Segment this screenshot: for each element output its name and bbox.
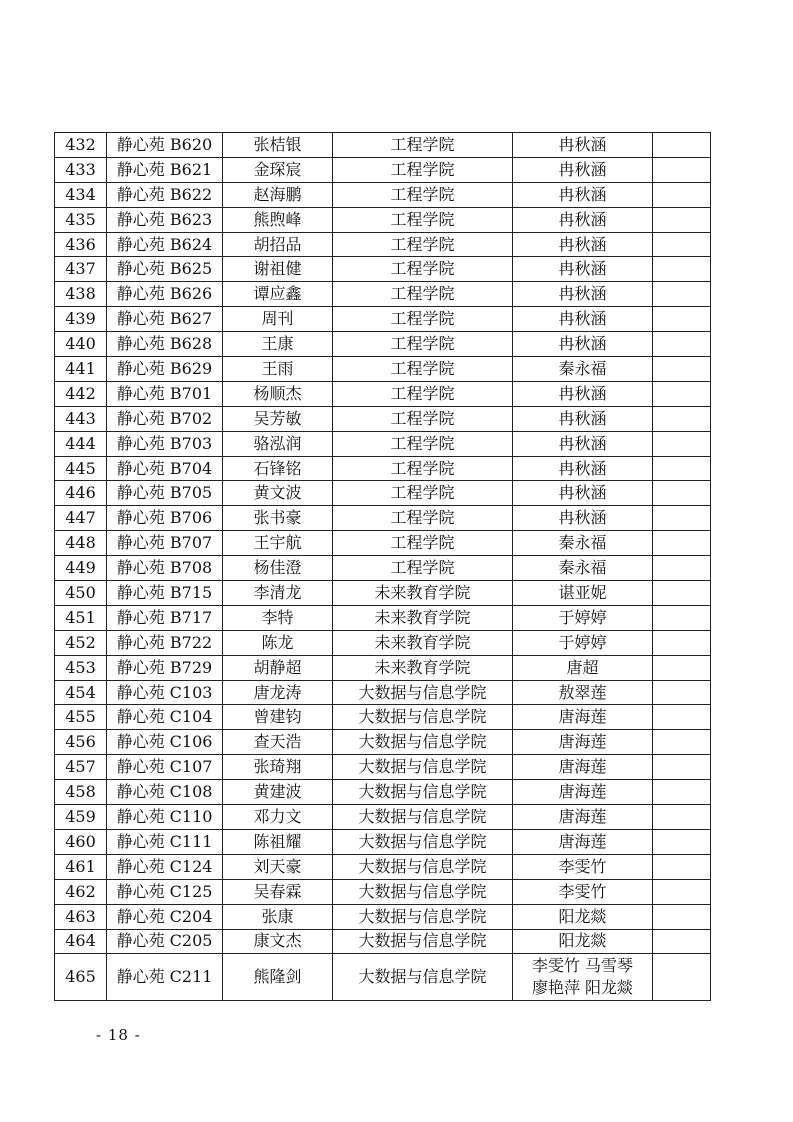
table-row xyxy=(55,133,711,158)
cell-room: 静心苑 B717 xyxy=(107,605,223,630)
cell-name: 熊煦峰 xyxy=(223,207,333,232)
cell-number: 449 xyxy=(55,556,107,581)
cell-name: 唐龙涛 xyxy=(223,680,333,705)
table-row xyxy=(55,282,711,307)
cell-number: 441 xyxy=(55,357,107,382)
cell-note xyxy=(653,406,711,431)
cell-note xyxy=(653,705,711,730)
cell-room: 静心苑 B621 xyxy=(107,157,223,182)
table-row xyxy=(55,705,711,730)
cell-college: 工程学院 xyxy=(333,332,513,357)
cell-name: 黄建波 xyxy=(223,780,333,805)
cell-name: 谭应鑫 xyxy=(223,282,333,307)
cell-room: 静心苑 B626 xyxy=(107,282,223,307)
cell-college: 大数据与信息学院 xyxy=(333,755,513,780)
cell-name: 张书豪 xyxy=(223,506,333,531)
cell-room: 静心苑 C124 xyxy=(107,854,223,879)
cell-name: 曾建钧 xyxy=(223,705,333,730)
cell-college: 大数据与信息学院 xyxy=(333,854,513,879)
cell-number: 433 xyxy=(55,157,107,182)
cell-college: 工程学院 xyxy=(333,282,513,307)
cell-name: 谢祖健 xyxy=(223,257,333,282)
cell-note xyxy=(653,904,711,929)
cell-note xyxy=(653,829,711,854)
cell-room: 静心苑 C108 xyxy=(107,780,223,805)
cell-name: 胡招品 xyxy=(223,232,333,257)
cell-teacher xyxy=(513,954,653,1001)
cell-name: 康文杰 xyxy=(223,929,333,954)
cell-number: 460 xyxy=(55,829,107,854)
cell-note xyxy=(653,929,711,954)
cell-name: 张桔银 xyxy=(223,133,333,158)
cell-room: 静心苑 C205 xyxy=(107,929,223,954)
table-row xyxy=(55,730,711,755)
table-row xyxy=(55,481,711,506)
table-row xyxy=(55,556,711,581)
cell-teacher: 冉秋涵 xyxy=(513,456,653,481)
cell-note xyxy=(653,556,711,581)
cell-name: 杨佳澄 xyxy=(223,556,333,581)
cell-number: 439 xyxy=(55,307,107,332)
cell-name: 张康 xyxy=(223,904,333,929)
cell-name: 黄文波 xyxy=(223,481,333,506)
cell-name: 邓力文 xyxy=(223,805,333,830)
cell-room: 静心苑 C103 xyxy=(107,680,223,705)
cell-name: 周刊 xyxy=(223,307,333,332)
cell-name: 王康 xyxy=(223,332,333,357)
cell-number: 458 xyxy=(55,780,107,805)
cell-note xyxy=(653,232,711,257)
cell-room: 静心苑 B625 xyxy=(107,257,223,282)
cell-note xyxy=(653,431,711,456)
cell-teacher: 冉秋涵 xyxy=(513,207,653,232)
cell-college: 大数据与信息学院 xyxy=(333,954,513,1001)
table-row xyxy=(55,805,711,830)
cell-name: 陈龙 xyxy=(223,630,333,655)
cell-teacher: 秦永福 xyxy=(513,556,653,581)
cell-note xyxy=(653,879,711,904)
cell-college: 工程学院 xyxy=(333,531,513,556)
teacher-line-2: 廖艳萍 阳龙燚 xyxy=(531,978,634,998)
table-row xyxy=(55,232,711,257)
cell-note xyxy=(653,381,711,406)
cell-name: 吴春霖 xyxy=(223,879,333,904)
table-row xyxy=(55,357,711,382)
cell-teacher: 唐超 xyxy=(513,655,653,680)
table-row xyxy=(55,904,711,929)
cell-college: 工程学院 xyxy=(333,431,513,456)
cell-number: 445 xyxy=(55,456,107,481)
cell-name: 熊隆剑 xyxy=(223,954,333,1001)
cell-note xyxy=(653,332,711,357)
cell-teacher: 冉秋涵 xyxy=(513,282,653,307)
cell-number: 455 xyxy=(55,705,107,730)
cell-teacher: 唐海莲 xyxy=(513,730,653,755)
cell-teacher: 冉秋涵 xyxy=(513,182,653,207)
cell-note xyxy=(653,854,711,879)
cell-room: 静心苑 B624 xyxy=(107,232,223,257)
cell-name: 王雨 xyxy=(223,357,333,382)
cell-college: 工程学院 xyxy=(333,157,513,182)
cell-teacher: 冉秋涵 xyxy=(513,332,653,357)
cell-teacher: 秦永福 xyxy=(513,531,653,556)
cell-college: 工程学院 xyxy=(333,207,513,232)
cell-college: 大数据与信息学院 xyxy=(333,780,513,805)
cell-college: 大数据与信息学院 xyxy=(333,929,513,954)
cell-note xyxy=(653,506,711,531)
cell-name: 刘天豪 xyxy=(223,854,333,879)
cell-teacher: 李雯竹 xyxy=(513,879,653,904)
cell-note xyxy=(653,780,711,805)
cell-room: 静心苑 B722 xyxy=(107,630,223,655)
cell-room: 静心苑 B704 xyxy=(107,456,223,481)
table-row xyxy=(55,157,711,182)
cell-college: 大数据与信息学院 xyxy=(333,730,513,755)
cell-teacher: 冉秋涵 xyxy=(513,257,653,282)
cell-note xyxy=(653,357,711,382)
cell-college: 工程学院 xyxy=(333,556,513,581)
cell-number: 435 xyxy=(55,207,107,232)
cell-name: 胡静超 xyxy=(223,655,333,680)
page-number: - 18 - xyxy=(96,1026,141,1044)
cell-room: 静心苑 B715 xyxy=(107,581,223,606)
cell-college: 未来教育学院 xyxy=(333,605,513,630)
cell-number: 461 xyxy=(55,854,107,879)
cell-teacher: 冉秋涵 xyxy=(513,232,653,257)
table-row xyxy=(55,630,711,655)
cell-room: 静心苑 B701 xyxy=(107,381,223,406)
cell-room: 静心苑 B620 xyxy=(107,133,223,158)
cell-teacher: 冉秋涵 xyxy=(513,481,653,506)
cell-note xyxy=(653,680,711,705)
cell-teacher: 于婷婷 xyxy=(513,605,653,630)
cell-room: 静心苑 C111 xyxy=(107,829,223,854)
cell-number: 450 xyxy=(55,581,107,606)
cell-room: 静心苑 C104 xyxy=(107,705,223,730)
cell-note xyxy=(653,954,711,1001)
cell-name: 金琛宸 xyxy=(223,157,333,182)
cell-name: 王宇航 xyxy=(223,531,333,556)
table-row xyxy=(55,207,711,232)
cell-number: 453 xyxy=(55,655,107,680)
cell-name: 李清龙 xyxy=(223,581,333,606)
cell-teacher: 冉秋涵 xyxy=(513,381,653,406)
cell-number: 434 xyxy=(55,182,107,207)
table-row xyxy=(55,655,711,680)
table-row xyxy=(55,182,711,207)
cell-number: 452 xyxy=(55,630,107,655)
cell-name: 赵海鹏 xyxy=(223,182,333,207)
table-row xyxy=(55,780,711,805)
cell-teacher: 李雯竹 xyxy=(513,854,653,879)
cell-note xyxy=(653,730,711,755)
cell-teacher: 唐海莲 xyxy=(513,705,653,730)
cell-number: 447 xyxy=(55,506,107,531)
cell-number: 454 xyxy=(55,680,107,705)
dormitory-table xyxy=(54,132,711,1001)
cell-name: 骆泓润 xyxy=(223,431,333,456)
cell-note xyxy=(653,207,711,232)
cell-number: 436 xyxy=(55,232,107,257)
cell-number: 463 xyxy=(55,904,107,929)
cell-teacher: 冉秋涵 xyxy=(513,406,653,431)
table-row xyxy=(55,954,711,1001)
table-row xyxy=(55,307,711,332)
cell-room: 静心苑 C204 xyxy=(107,904,223,929)
cell-teacher: 阳龙燚 xyxy=(513,904,653,929)
cell-college: 大数据与信息学院 xyxy=(333,829,513,854)
cell-room: 静心苑 C211 xyxy=(107,954,223,1001)
cell-college: 工程学院 xyxy=(333,232,513,257)
cell-teacher: 谌亚妮 xyxy=(513,581,653,606)
cell-college: 工程学院 xyxy=(333,481,513,506)
cell-note xyxy=(653,655,711,680)
cell-teacher: 冉秋涵 xyxy=(513,157,653,182)
cell-college: 工程学院 xyxy=(333,182,513,207)
cell-college: 大数据与信息学院 xyxy=(333,705,513,730)
cell-name: 陈祖耀 xyxy=(223,829,333,854)
cell-room: 静心苑 B702 xyxy=(107,406,223,431)
cell-number: 457 xyxy=(55,755,107,780)
cell-name: 李特 xyxy=(223,605,333,630)
cell-college: 未来教育学院 xyxy=(333,655,513,680)
cell-room: 静心苑 C107 xyxy=(107,755,223,780)
cell-room: 静心苑 B628 xyxy=(107,332,223,357)
cell-name: 杨顺杰 xyxy=(223,381,333,406)
cell-room: 静心苑 B627 xyxy=(107,307,223,332)
cell-room: 静心苑 C125 xyxy=(107,879,223,904)
cell-number: 451 xyxy=(55,605,107,630)
cell-number: 462 xyxy=(55,879,107,904)
cell-room: 静心苑 B622 xyxy=(107,182,223,207)
cell-college: 工程学院 xyxy=(333,456,513,481)
cell-room: 静心苑 C110 xyxy=(107,805,223,830)
cell-note xyxy=(653,257,711,282)
cell-college: 大数据与信息学院 xyxy=(333,879,513,904)
cell-number: 446 xyxy=(55,481,107,506)
cell-number: 437 xyxy=(55,257,107,282)
table-row xyxy=(55,929,711,954)
cell-room: 静心苑 B705 xyxy=(107,481,223,506)
cell-room: 静心苑 B708 xyxy=(107,556,223,581)
cell-name: 查天浩 xyxy=(223,730,333,755)
cell-number: 440 xyxy=(55,332,107,357)
cell-room: 静心苑 B629 xyxy=(107,357,223,382)
cell-note xyxy=(653,805,711,830)
cell-number: 432 xyxy=(55,133,107,158)
cell-note xyxy=(653,630,711,655)
cell-college: 未来教育学院 xyxy=(333,581,513,606)
cell-college: 大数据与信息学院 xyxy=(333,680,513,705)
table-row xyxy=(55,257,711,282)
cell-note xyxy=(653,182,711,207)
cell-college: 大数据与信息学院 xyxy=(333,805,513,830)
cell-note xyxy=(653,755,711,780)
cell-number: 442 xyxy=(55,381,107,406)
table-row xyxy=(55,456,711,481)
table-row xyxy=(55,854,711,879)
cell-college: 未来教育学院 xyxy=(333,630,513,655)
cell-college: 工程学院 xyxy=(333,506,513,531)
cell-college: 工程学院 xyxy=(333,307,513,332)
table-row xyxy=(55,879,711,904)
cell-note xyxy=(653,605,711,630)
cell-note xyxy=(653,282,711,307)
cell-number: 438 xyxy=(55,282,107,307)
cell-name: 吴芳敏 xyxy=(223,406,333,431)
cell-number: 464 xyxy=(55,929,107,954)
cell-teacher: 阳龙燚 xyxy=(513,929,653,954)
cell-college: 工程学院 xyxy=(333,406,513,431)
cell-note xyxy=(653,481,711,506)
table-row xyxy=(55,531,711,556)
table-row xyxy=(55,431,711,456)
table-row xyxy=(55,381,711,406)
table-row xyxy=(55,332,711,357)
cell-teacher: 唐海莲 xyxy=(513,780,653,805)
cell-number: 443 xyxy=(55,406,107,431)
cell-room: 静心苑 B706 xyxy=(107,506,223,531)
cell-teacher: 唐海莲 xyxy=(513,755,653,780)
cell-number: 459 xyxy=(55,805,107,830)
table-row xyxy=(55,605,711,630)
cell-number: 456 xyxy=(55,730,107,755)
cell-note xyxy=(653,307,711,332)
cell-number: 448 xyxy=(55,531,107,556)
cell-number: 444 xyxy=(55,431,107,456)
cell-note xyxy=(653,133,711,158)
cell-teacher: 冉秋涵 xyxy=(513,431,653,456)
cell-teacher: 冉秋涵 xyxy=(513,506,653,531)
cell-teacher: 唐海莲 xyxy=(513,829,653,854)
cell-room: 静心苑 B703 xyxy=(107,431,223,456)
cell-teacher: 唐海莲 xyxy=(513,805,653,830)
cell-room: 静心苑 B707 xyxy=(107,531,223,556)
cell-room: 静心苑 C106 xyxy=(107,730,223,755)
table-row xyxy=(55,581,711,606)
cell-college: 工程学院 xyxy=(333,257,513,282)
cell-teacher: 冉秋涵 xyxy=(513,307,653,332)
cell-room: 静心苑 B729 xyxy=(107,655,223,680)
cell-number: 465 xyxy=(55,954,107,1001)
table-row xyxy=(55,680,711,705)
cell-name: 石锋铭 xyxy=(223,456,333,481)
cell-note xyxy=(653,157,711,182)
cell-note xyxy=(653,581,711,606)
cell-name: 张琦翔 xyxy=(223,755,333,780)
cell-college: 工程学院 xyxy=(333,133,513,158)
table-row xyxy=(55,755,711,780)
cell-teacher: 敖翠莲 xyxy=(513,680,653,705)
teacher-line-1: 李雯竹 马雪琴 xyxy=(531,956,634,976)
cell-room: 静心苑 B623 xyxy=(107,207,223,232)
cell-teacher: 秦永福 xyxy=(513,357,653,382)
cell-teacher: 于婷婷 xyxy=(513,630,653,655)
cell-college: 工程学院 xyxy=(333,381,513,406)
table-row xyxy=(55,406,711,431)
cell-note xyxy=(653,531,711,556)
cell-teacher: 冉秋涵 xyxy=(513,133,653,158)
cell-note xyxy=(653,456,711,481)
cell-college: 工程学院 xyxy=(333,357,513,382)
table-row xyxy=(55,506,711,531)
cell-college: 大数据与信息学院 xyxy=(333,904,513,929)
table-body xyxy=(55,133,711,1001)
table-row xyxy=(55,829,711,854)
